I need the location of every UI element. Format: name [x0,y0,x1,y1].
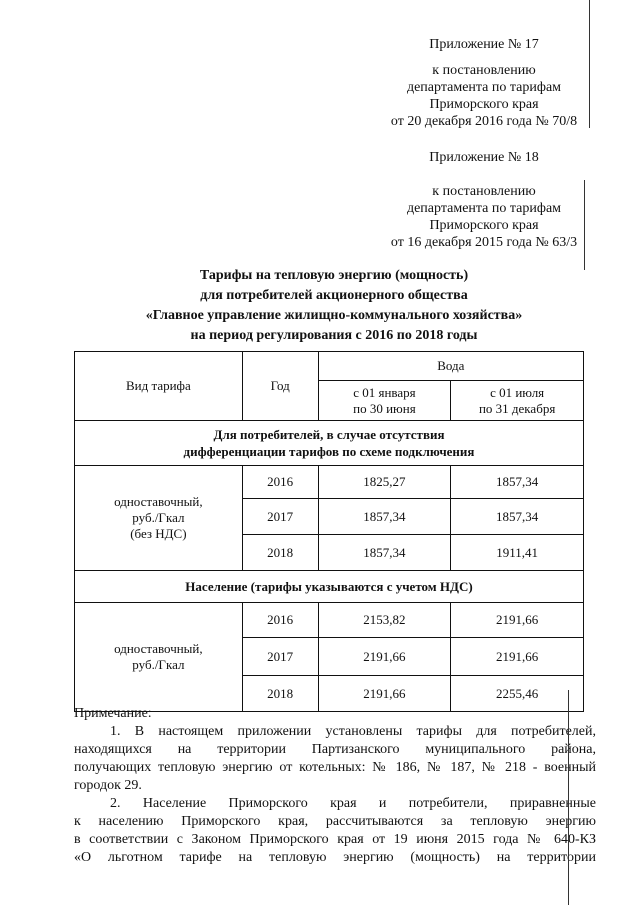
title-line: для потребителей акционерного общества [200,288,468,303]
value-period-1: 2191,66 [318,638,451,676]
period-2-line: с 01 июля [490,384,545,400]
note-2-line: в соответствии с Законом Приморского края от 19 июня 2015 года № 640-КЗ [74,832,596,847]
table-row [75,603,584,638]
value-period-2: 2191,66 [451,638,584,676]
year-cell: 2017 [242,638,318,676]
header-tariff-type: Вид тарифа [75,352,243,421]
tariff-type-line: руб./Гкал [132,657,185,672]
section-1-title-line: Для потребителей, в случае отсутствия [213,427,445,442]
table-row [75,466,584,499]
notes-section [74,705,596,867]
year-cell: 2017 [242,499,318,535]
appendix-18-line: от 16 декабря 2015 года № 63/3 [390,235,578,250]
appendix-18-header [360,149,608,166]
tariff-type-line: (без НДС) [130,526,187,541]
year-cell: 2018 [242,676,318,712]
section-1-title [75,421,584,466]
appendix-18-line: департамента по тарифам [406,201,562,216]
value-period-2: 1857,34 [451,499,584,535]
appendix-18-line: Приморского края [429,218,539,233]
document-title [60,266,608,346]
note-1-line: 1. В настоящем приложении установлены тарифы для потребителей, [110,724,596,739]
note-1-line: городок 29. [74,778,142,793]
tariff-type-line: одноставочный, [114,641,203,656]
appendix-18-decree [360,183,608,251]
year-cell: 2018 [242,535,318,571]
tariff-type-line: руб./Гкал [132,510,185,525]
tariff-table [74,351,584,712]
year-cell: 2016 [242,466,318,499]
header-year: Год [242,352,318,421]
section-1-title-row [75,421,584,466]
section-2-tariff-type [75,603,243,712]
scan-margin-line [589,0,590,128]
header-period-2 [451,381,584,421]
value-period-2: 2255,46 [451,676,584,712]
year-cell: 2016 [242,603,318,638]
value-period-1: 1857,34 [318,535,451,571]
appendix-17-decree [360,62,608,130]
appendix-18-line: к постановлению [432,184,536,199]
value-period-2: 1857,34 [451,466,584,499]
scan-margin-line [584,180,585,270]
value-period-2: 2191,66 [451,603,584,638]
value-period-2: 1911,41 [451,535,584,571]
section-2-title-row [75,571,584,603]
tariff-type-line: одноставочный, [114,494,203,509]
appendix-18-title: Приложение № 18 [429,150,539,165]
notes-heading: Примечание: [74,706,152,721]
value-period-1: 1825,27 [318,466,451,499]
title-line: Тарифы на тепловую энергию (мощность) [199,268,469,283]
header-period-1 [318,381,451,421]
period-2-line: по 31 декабря [478,400,556,416]
value-period-1: 2153,82 [318,603,451,638]
value-period-1: 1857,34 [318,499,451,535]
value-period-1: 2191,66 [318,676,451,712]
appendix-17-header [360,36,608,53]
note-2-line: 2. Население Приморского края и потребители, приравненные [110,796,596,811]
appendix-17-line: от 20 декабря 2016 года № 70/8 [390,114,578,129]
section-1-tariff-type [75,466,243,571]
scan-margin-line [568,690,569,905]
note-2-line: к населению Приморского края, рассчитываются за тепловую энергию [74,814,596,829]
note-2-line: «О льготном тарифе на тепловую энергию (мощность) на территории [74,850,596,865]
appendix-17-title: Приложение № 17 [429,37,539,52]
title-line: «Главное управление жилищно-коммунального хозяйства» [145,308,523,323]
title-line: на период регулирования с 2016 по 2018 годы [190,328,478,343]
note-1-line: находящихся на территории Партизанского муниципального района, [74,742,596,757]
note-1-line: получающих тепловую энергию от котельных: № 186, № 187, № 218 - военный [74,760,596,775]
section-1-title-line: дифференциации тарифов по схеме подключения [183,444,475,459]
appendix-17-line: к постановлению [432,63,536,78]
appendix-17-line: Приморского края [429,97,539,112]
appendix-17-line: департамента по тарифам [406,80,562,95]
period-1-line: с 01 января [353,384,416,400]
header-water: Вода [318,352,583,381]
section-2-title: Население (тарифы указываются с учетом НДС) [75,571,584,603]
table-header-row [75,352,584,381]
period-1-line: по 30 июня [353,400,416,416]
